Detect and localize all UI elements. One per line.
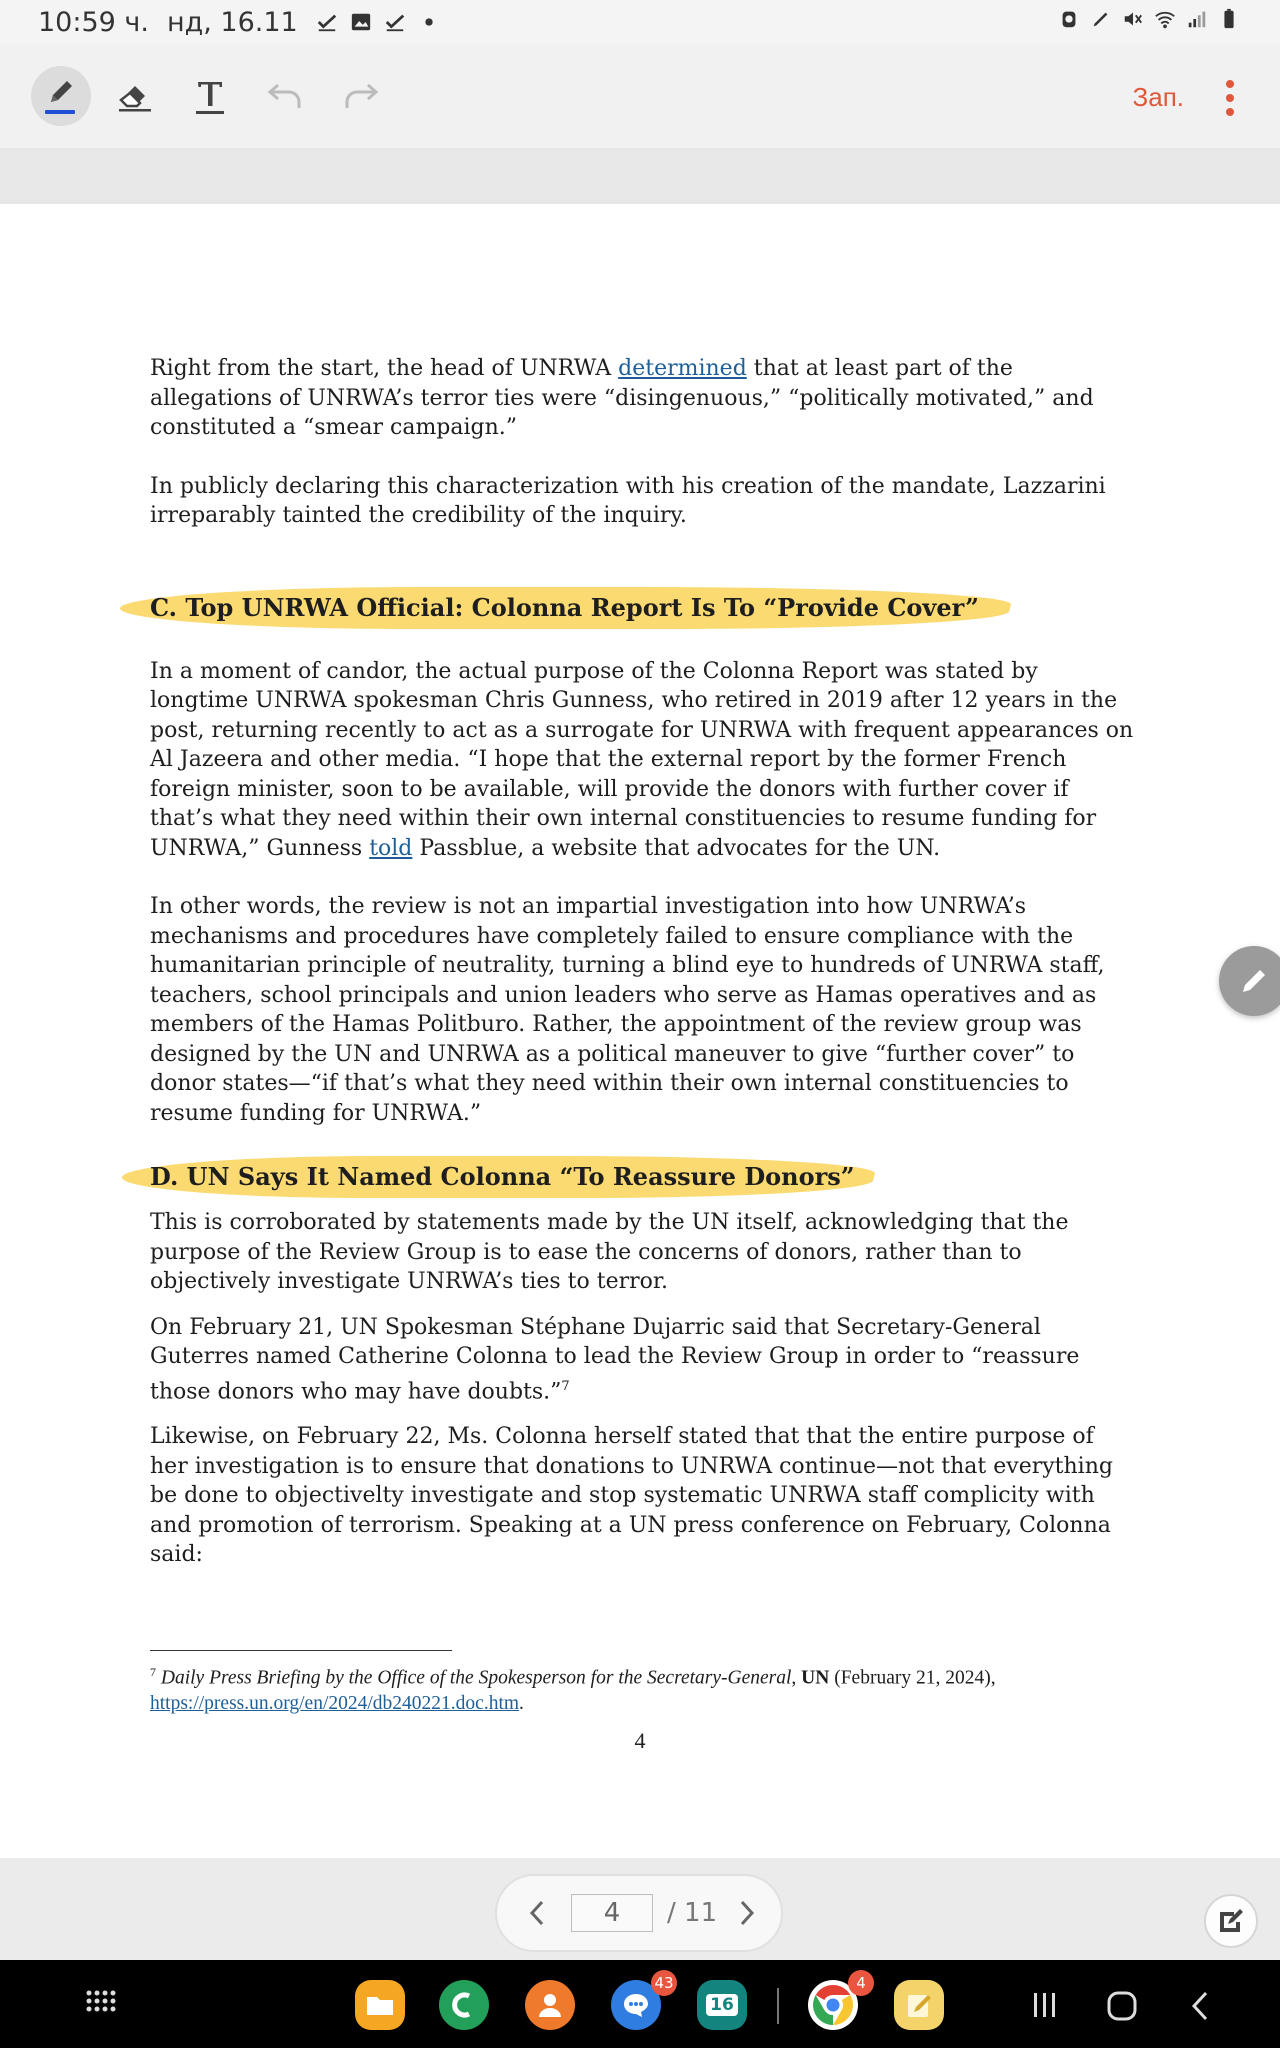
check-icon	[316, 11, 338, 33]
page-number: 4	[634, 1728, 646, 1753]
redo-icon	[340, 79, 380, 113]
chrome-icon	[811, 1983, 855, 2027]
save-button[interactable]: Зап.	[1132, 82, 1184, 112]
alarm-icon	[1058, 8, 1080, 30]
text-tool-button[interactable]	[180, 66, 240, 126]
chevron-left-icon	[526, 1899, 548, 1927]
undo-button[interactable]	[256, 66, 316, 126]
notification-icons	[316, 11, 440, 33]
paragraph-3-text: In a moment of candor, the actual purpose of the Colonna Report was stated by longtime UNRWA spokesman Chris Gunness, who retired in 2019 after 12 years in the post, returning recently to act as a surrogate for UNRWA with frequent appearances on Al Jazeera and other media. “I hope that the external report by the former French foreign minister, soon to be available, will provide the donors with further cover if that’s what they need within their own internal constituencies to resume funding for UNRWA,” Gunness	[150, 658, 1134, 861]
footnote-url-link[interactable]: https://press.un.org/en/2024/db240221.doc.htm	[150, 1692, 520, 1714]
pen-icon	[43, 76, 79, 116]
check-icon	[384, 11, 406, 33]
home-icon[interactable]	[1106, 1990, 1138, 2022]
previous-page-button[interactable]	[513, 1889, 561, 1937]
pen-icon	[1090, 8, 1112, 30]
text-icon	[192, 76, 228, 116]
messages-app-icon[interactable]	[611, 1974, 674, 2030]
contacts-app-icon[interactable]	[525, 1980, 575, 2030]
mute-icon	[1122, 8, 1144, 30]
contacts-icon	[536, 1991, 564, 2019]
battery-icon	[1218, 8, 1240, 30]
paragraph-7: Likewise, on February 22, Ms. Colonna herself stated that that the entire purpose of her investigation is to ensure that donations to UNRWA continue—not that everything be done to objectivelty investigate and stop systematic UNRWA staff complicity with and promotion of terrorism. Speaking at a UN press conference on February, Colonna said:	[150, 1424, 1113, 1568]
paragraph-3	[150, 657, 1135, 864]
calendar-icon: 16	[706, 1994, 738, 2016]
paragraph-6-text: On February 21, UN Spokesman Stéphane Dujarric said that Secretary-General Guterres named Catherine Colonna to lead the Review Group in order to “reassure those donors who may have doubts.”	[150, 1314, 1080, 1404]
edit-fab-button[interactable]	[1219, 946, 1280, 1016]
status-time: 10:59 ч.	[38, 6, 149, 38]
eraser-tool-button[interactable]	[105, 66, 165, 126]
heading-c-text: C. Top UNRWA Official: Colonna Report Is To “Provide Cover”	[150, 592, 979, 622]
signal-icon	[1186, 8, 1208, 30]
redo-button[interactable]	[330, 66, 390, 126]
recent-apps-icon[interactable]	[1030, 1990, 1060, 2020]
paragraph-1-text: Right from the start, the head of UNRWA	[150, 356, 619, 381]
status-date: нд, 16.11	[166, 6, 298, 38]
eraser-icon	[115, 78, 155, 114]
footnote-title: Daily Press Briefing by the Office of the Spokesperson for the Secretary-General	[160, 1667, 792, 1689]
page-total: / 11	[667, 1898, 718, 1928]
toolbar-subbar	[0, 148, 1280, 204]
footnote-ref-7[interactable]: 7	[561, 1378, 570, 1394]
pen-tool-button[interactable]	[31, 66, 91, 126]
signature-icon	[1216, 1906, 1246, 1936]
back-icon[interactable]	[1188, 1990, 1212, 2022]
dock-divider	[777, 1988, 779, 2024]
paragraph-2: In publicly declaring this characterization with his creation of the mandate, Lazzarini irreparably tainted the credibility of the inquiry.	[150, 473, 1106, 528]
next-page-button[interactable]	[723, 1889, 771, 1937]
phone-app-icon[interactable]	[439, 1980, 489, 2030]
navigation-bar	[0, 1960, 1280, 2048]
calendar-app-icon[interactable]	[697, 1980, 747, 2030]
document-page	[150, 354, 1135, 1570]
paragraph-4: In other words, the review is not an impartial investigation into how UNRWA’s mechanisms and procedures have completely failed to ensure compliance with the humanitarian principle of neutrality, turning a blind eye to hundreds of UNRWA staff, teachers, school principals and union leaders who serve as Hamas operatives and as members of the Hamas Politburo. Rather, the appointment of the review group was designed by the UN and UNRWA as a political maneuver to give “further cover” to donor states—“if that’s what they need within their own internal constituencies to resume funding for UNRWA.”	[150, 894, 1105, 1126]
paragraph-6	[150, 1313, 1135, 1407]
undo-icon	[266, 79, 306, 113]
footnote-org: UN	[801, 1667, 830, 1689]
footnote-7: $^7$ Daily Press Briefing by the Office of the Spokesperson for the Secretary-General, UN (February 21, 2024), https://press.un.org/en/2024/db240221.doc.htm.	[150, 1665, 996, 1714]
paragraph-1	[150, 354, 1135, 443]
messages-badge: 43	[651, 1970, 677, 1996]
footnote-rule	[150, 1650, 452, 1651]
app-drawer-icon[interactable]	[86, 1990, 116, 2020]
folder-icon	[365, 1993, 395, 2017]
footnote-number: 7	[150, 1665, 156, 1679]
paragraph-1-text-end: that at least part of the allegations of UNRWA’s terror ties were “disingenuous,” “politically motivated,” and constituted a “smear campaign.”	[150, 356, 1094, 440]
paragraph-5: This is corroborated by statements made by the UN itself, acknowledging that the purpose of the Review Group is to ease the concerns of donors, rather than to objectively investigate UNRWA’s ties to terror.	[150, 1210, 1069, 1294]
annotation-toolbar	[0, 44, 1280, 148]
more-options-icon[interactable]	[1224, 78, 1236, 118]
link-determined[interactable]: determined	[618, 356, 747, 381]
sign-button[interactable]	[1204, 1894, 1258, 1948]
page-pager	[495, 1874, 783, 1952]
notes-icon	[904, 1990, 934, 2020]
image-icon	[350, 11, 372, 33]
phone-icon	[451, 1990, 477, 2020]
status-bar	[0, 0, 1280, 44]
wifi-icon	[1154, 8, 1176, 30]
chrome-app-icon[interactable]	[808, 1974, 866, 2030]
messages-icon	[621, 1991, 651, 2019]
chevron-right-icon	[736, 1899, 758, 1927]
notes-app-icon[interactable]	[894, 1980, 944, 2030]
section-c-heading	[150, 593, 1135, 633]
page-number-input[interactable]	[571, 1894, 653, 1932]
paragraph-3-text-end: Passblue, a website that advocates for the UN.	[412, 835, 941, 861]
page-navigation-bar	[0, 1858, 1280, 1960]
dot-icon	[418, 11, 440, 33]
system-icons	[1058, 8, 1240, 30]
folder-app-icon[interactable]	[355, 1980, 405, 2030]
heading-d-text: D. UN Says It Named Colonna “To Reassure Donors”	[150, 1162, 855, 1191]
pencil-icon	[1237, 964, 1271, 998]
footnote-date: (February 21, 2024),	[829, 1667, 996, 1689]
chrome-badge: 4	[848, 1970, 874, 1996]
section-d-heading	[150, 1162, 1135, 1198]
link-told[interactable]: told	[369, 835, 413, 861]
